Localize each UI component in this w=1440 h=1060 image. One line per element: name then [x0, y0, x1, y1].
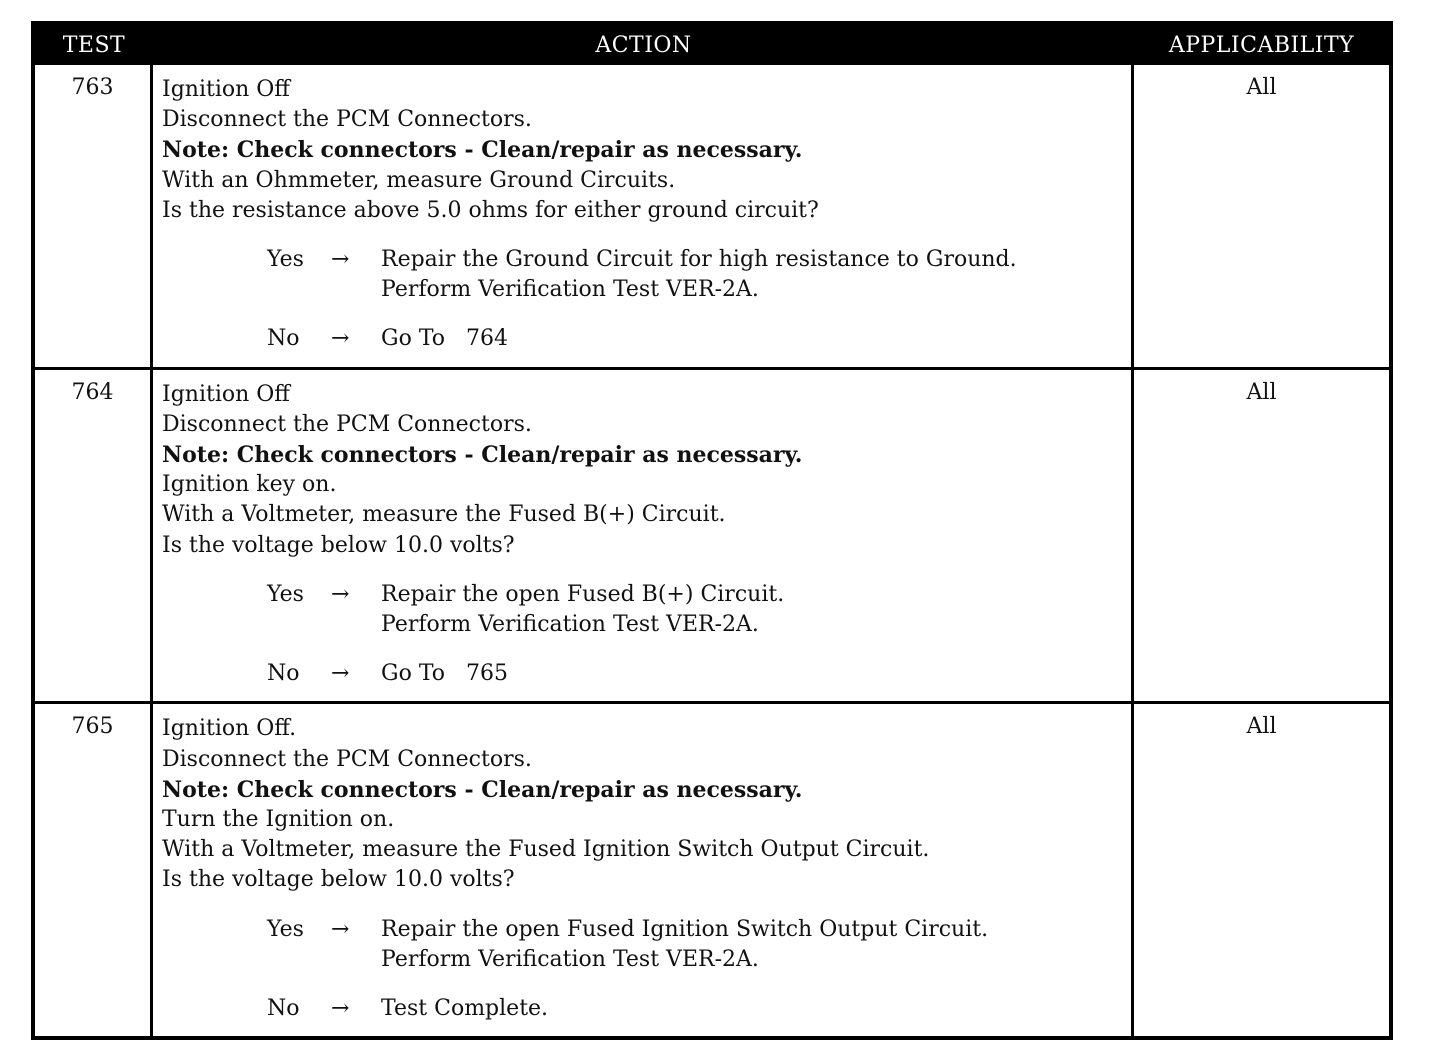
table-header: [35, 25, 1389, 65]
step-line: Is the resistance above 5.0 ohms for either ground circuit?: [162, 197, 819, 223]
outcome-line: Repair the open Fused Ignition Switch Output Circuit.: [381, 916, 989, 942]
note-line: Note: Check connectors - Clean/repair as necessary.: [162, 442, 803, 469]
no-action-text: [381, 994, 1131, 1024]
header-test: TEST: [62, 32, 126, 58]
step-line: Disconnect the PCM Connectors.: [162, 107, 532, 133]
step-line: With an Ohmmeter, measure Ground Circuits.: [162, 167, 676, 193]
action-cell: [153, 704, 1134, 1036]
step-line: Is the voltage below 10.0 volts?: [162, 532, 515, 558]
yes-label: Yes: [267, 916, 304, 942]
yes-outcome: [267, 915, 1131, 975]
no-action-text: [381, 659, 1131, 689]
no-action-text: [381, 324, 1131, 354]
note-line: Note: Check connectors - Clean/repair as necessary.: [162, 137, 803, 164]
step-line: Is the voltage below 10.0 volts?: [162, 867, 515, 893]
test-number: 765: [35, 704, 153, 1036]
outcome-line: Test Complete.: [381, 996, 549, 1022]
table-body: [35, 65, 1389, 1036]
header-action: ACTION: [595, 32, 692, 58]
table-row: [35, 367, 1389, 702]
test-number: 764: [35, 370, 153, 702]
step-line: With a Voltmeter, measure the Fused B(+) Circuit.: [162, 502, 726, 528]
arrow-right-icon: →: [331, 326, 350, 352]
no-label: No: [267, 996, 300, 1022]
yes-label: Yes: [267, 581, 304, 607]
outcome-line: Perform Verification Test VER-2A.: [381, 277, 759, 303]
step-line: Ignition key on.: [162, 472, 337, 498]
step-line: Disconnect the PCM Connectors.: [162, 746, 532, 772]
outcome-line: Perform Verification Test VER-2A.: [381, 946, 759, 972]
yes-outcome: [267, 580, 1131, 640]
arrow-right-icon: →: [331, 661, 350, 687]
arrow-right-icon: →: [331, 916, 350, 942]
yes-action-text: [381, 915, 1131, 975]
outcome-line: Go To 765: [381, 661, 508, 687]
table-row: [35, 65, 1389, 367]
yes-label: Yes: [267, 247, 304, 273]
step-line: Turn the Ignition on.: [162, 807, 395, 833]
outcome-line: Perform Verification Test VER-2A.: [381, 612, 759, 638]
diagnostic-test-table: [31, 21, 1393, 1040]
arrow-right-icon: →: [331, 581, 350, 607]
step-line: With a Voltmeter, measure the Fused Ignition Switch Output Circuit.: [162, 837, 930, 863]
step-line: Disconnect the PCM Connectors.: [162, 411, 532, 437]
no-outcome: [267, 659, 1131, 689]
action-cell: [153, 65, 1134, 367]
no-outcome: [267, 994, 1131, 1024]
note-line: Note: Check connectors - Clean/repair as necessary.: [162, 776, 803, 803]
no-outcome: [267, 324, 1131, 354]
yes-action-text: [381, 245, 1131, 305]
no-label: No: [267, 326, 300, 352]
no-label: No: [267, 661, 300, 687]
applicability-value: All: [1246, 75, 1277, 100]
step-line: Ignition Off.: [162, 716, 297, 742]
outcome-line: Go To 764: [381, 326, 508, 352]
outcome-line: Repair the open Fused B(+) Circuit.: [381, 581, 785, 607]
applicability-value: All: [1246, 379, 1277, 405]
step-line: Ignition Off: [162, 381, 290, 407]
arrow-right-icon: →: [331, 247, 350, 273]
test-number: 763: [35, 65, 153, 367]
applicability-value: All: [1246, 714, 1277, 740]
arrow-right-icon: →: [331, 996, 350, 1022]
header-applicability: APPLICABILITY: [1168, 32, 1355, 58]
step-line: Ignition Off: [162, 77, 290, 102]
outcome-line: Repair the Ground Circuit for high resistance to Ground.: [381, 247, 1017, 273]
table-row: [35, 701, 1389, 1036]
action-cell: [153, 370, 1134, 702]
yes-action-text: [381, 580, 1131, 640]
yes-outcome: [267, 245, 1131, 305]
